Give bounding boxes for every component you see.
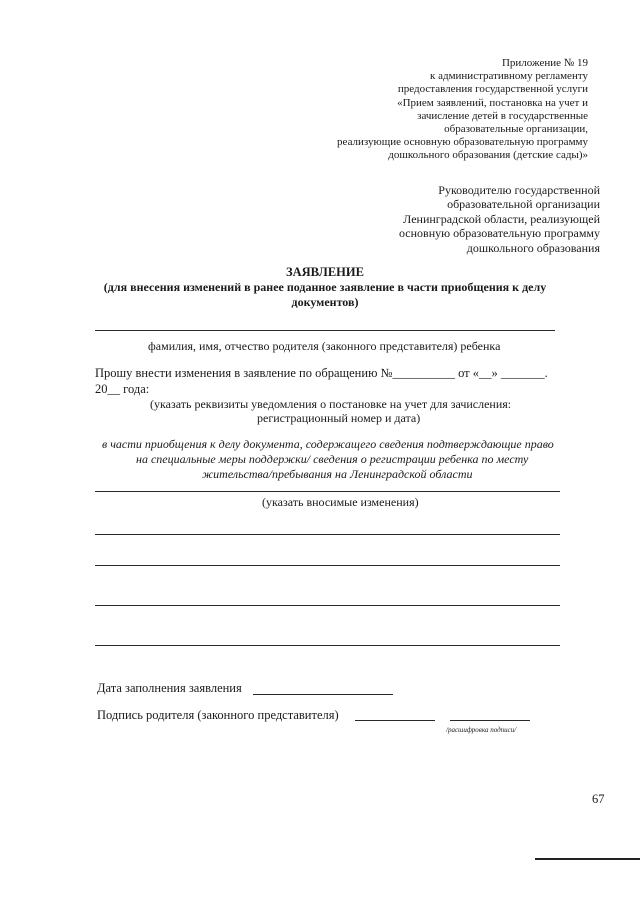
addressee-block [340, 183, 600, 255]
italic-line: жительства/пребывания на Ленинградской области [202, 467, 473, 481]
changes-line[interactable] [95, 605, 560, 606]
document-title: ЗАЯВЛЕНИЕ [286, 265, 364, 279]
appendix-line: «Прием заявлений, постановка на учет и [397, 96, 588, 109]
request-line: Прошу внести изменения в заявление по обращению №__________ от «__» _______. [95, 366, 548, 380]
addressee-line: дошкольного образования [466, 240, 600, 255]
document-subtitle [85, 280, 565, 310]
signature-label: Подпись родителя (законного представителя) [97, 708, 339, 722]
request-year-line: 20__ года: [95, 382, 150, 396]
changes-line[interactable] [95, 534, 560, 535]
italic-line: на специальные меры поддержки/ сведения о регистрации ребенка по месту [136, 452, 529, 466]
appendix-line: зачисление детей в государственные [417, 109, 588, 122]
appendix-line: предоставления государственной услуги [397, 83, 588, 96]
appendix-line: к административному регламенту [430, 70, 588, 83]
page-number: 67 [592, 792, 605, 806]
appendix-header [288, 57, 588, 163]
appendix-line: Приложение № 19 [501, 57, 588, 69]
addressee-line: Руководителю государственной [438, 183, 600, 197]
signature-decode-line[interactable] [450, 720, 530, 721]
parent-name-caption: фамилия, имя, отчество родителя (законного представителя) ребенка [148, 339, 501, 353]
date-label: Дата заполнения заявления [97, 681, 242, 695]
signature-decode-caption: /расшифровка подписи/ [446, 726, 517, 734]
parent-name-line[interactable] [95, 330, 555, 331]
addressee-line: основную образовательную программу [399, 226, 600, 241]
subtitle-line: (для внесения изменений в ранее поданное заявление в части приобщения к делу [103, 280, 547, 294]
request-note-line1: (указать реквизиты уведомления о постановке на учет для зачисления: [150, 397, 512, 411]
addressee-line: Ленинградской области, реализующей [403, 211, 600, 226]
signature-line[interactable] [355, 720, 435, 721]
scan-edge-line [535, 858, 640, 860]
appendix-line: образовательные организации, [444, 123, 588, 136]
subtitle-line: документов) [291, 295, 359, 309]
request-note-line2: регистрационный номер и дата) [257, 411, 421, 425]
appendix-line: реализующие основную образовательную программу [337, 136, 588, 149]
changes-line[interactable] [95, 645, 560, 646]
changes-line[interactable] [95, 491, 560, 492]
addressee-line: образовательной организации [447, 197, 600, 212]
appendix-line: дошкольного образования (детские сады)» [388, 149, 588, 162]
changes-caption: (указать вносимые изменения) [262, 495, 419, 509]
date-line[interactable] [253, 694, 393, 695]
italic-line: в части приобщения к делу документа, содержащего сведения подтверждающие право [102, 437, 554, 451]
changes-line[interactable] [95, 565, 560, 566]
